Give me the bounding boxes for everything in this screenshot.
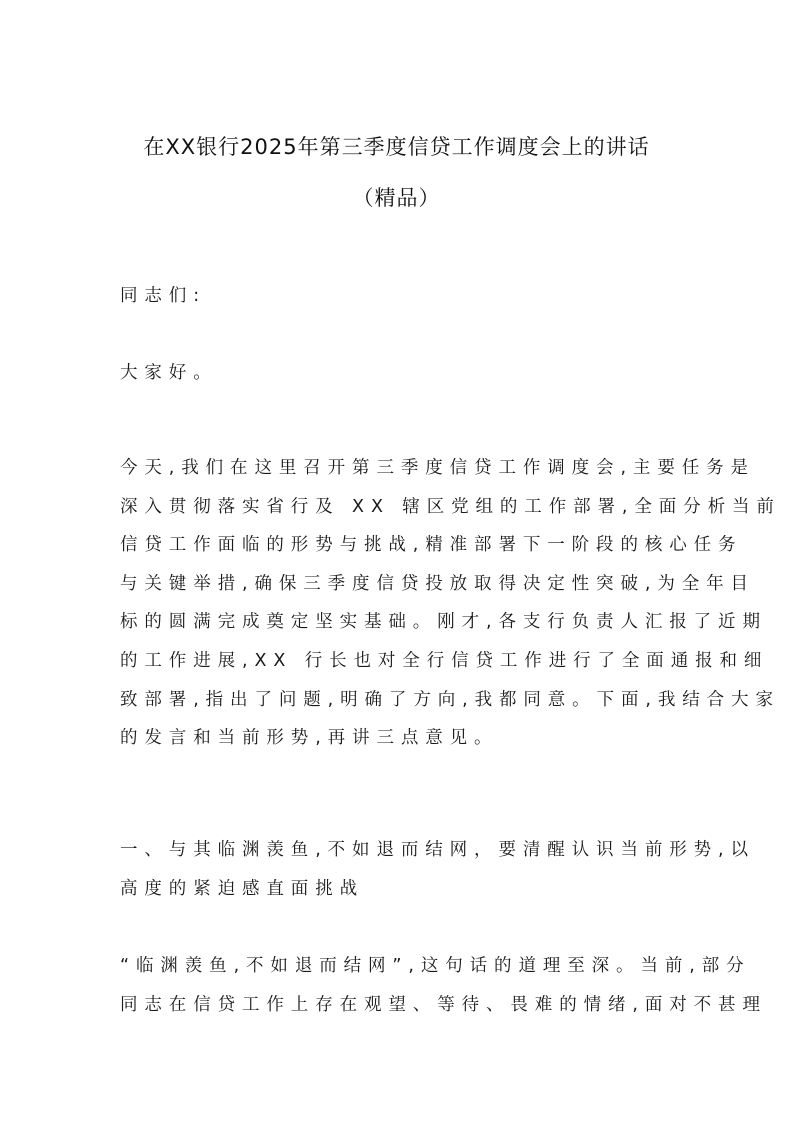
intro-paragraph [120, 449, 781, 758]
paragraph-line: 的发言和当前形势,再讲三点意见。 [120, 728, 499, 749]
paragraph-line: 标的圆满完成奠定坚实基础。刚才,各支行负责人汇报了近期 [120, 612, 767, 633]
document-subtitle: （精品） [352, 186, 441, 210]
heading-line: 高度的紧迫感直面挑战 [120, 878, 364, 899]
paragraph-line: 致部署,指出了问题,明确了方向,我都同意。下面,我结合大家 [120, 689, 780, 710]
document-title: 在XX银行2025年第三季度信贷工作调度会上的讲话 [143, 135, 650, 159]
paragraph-line: 深入贯彻落实省行及 XX 辖区党组的工作部署,全面分析当前 [120, 496, 781, 517]
greeting [120, 354, 676, 393]
salutation [120, 277, 676, 316]
paragraph-line: 今天,我们在这里召开第三季度信贷工作调度会,主要任务是 [120, 458, 755, 478]
section-1-paragraph [120, 947, 767, 1024]
paragraph-line: 与关键举措,确保三季度信贷投放取得决定性突破,为全年目 [120, 573, 755, 594]
salutation-text: 同志们: [120, 286, 206, 306]
greeting-text: 大家好。 [120, 363, 218, 383]
paragraph-line: 同志在信贷工作上存在观望、等待、畏难的情绪,面对不甚理 [120, 994, 767, 1015]
paragraph-line: 的工作进展,XX 行长也对全行信贷工作进行了全面通报和细 [120, 650, 769, 671]
section-1-heading [120, 831, 755, 908]
paragraph-line: 信贷工作面临的形势与挑战,精准部署下一阶段的核心任务 [120, 535, 743, 556]
paragraph-line: “临渊羡鱼,不如退而结网”,这句话的道理至深。当前,部分 [120, 956, 751, 976]
heading-line: 一、与其临渊羡鱼,不如退而结网，要清醒认识当前形势,以 [120, 840, 755, 860]
